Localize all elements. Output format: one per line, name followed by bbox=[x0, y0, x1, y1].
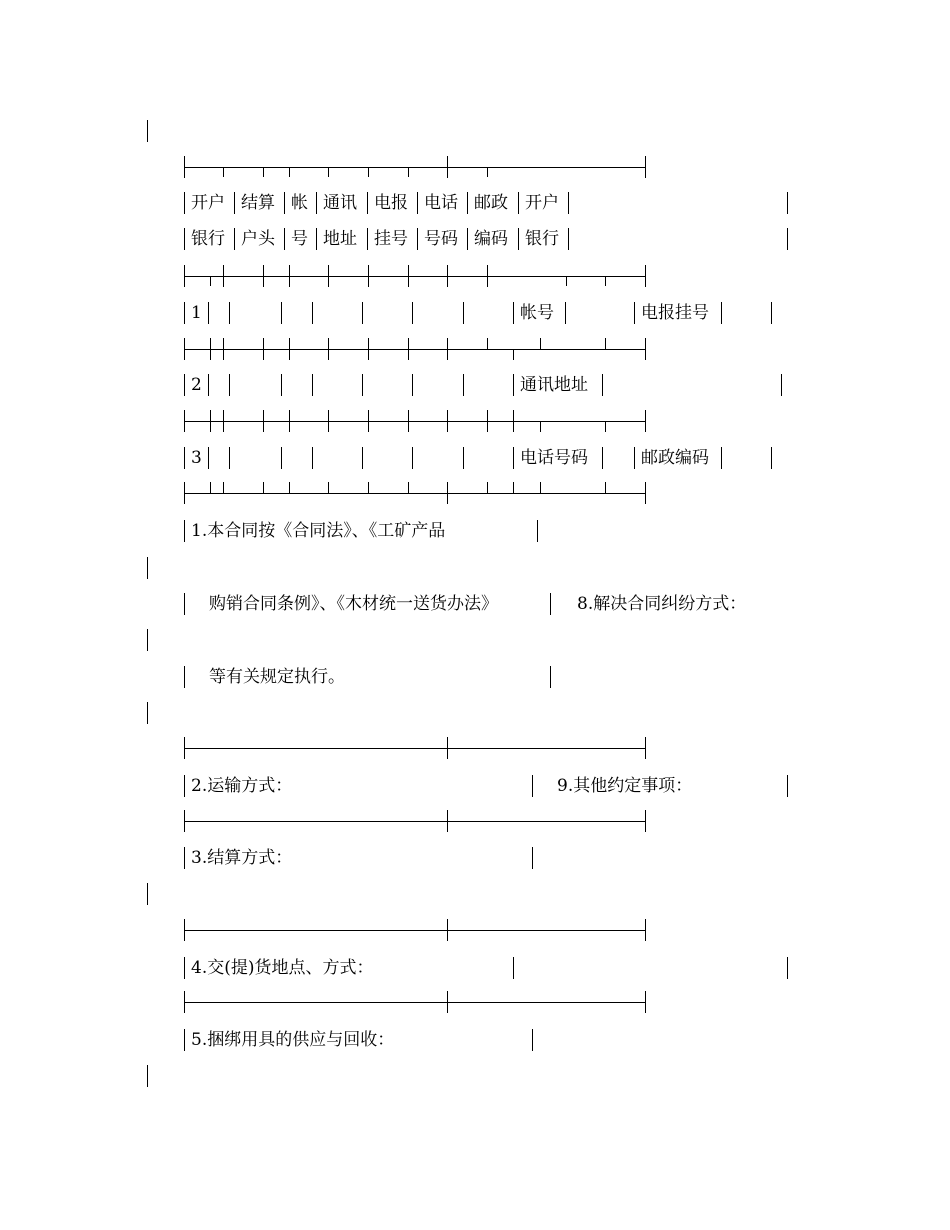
cell-border bbox=[467, 192, 468, 214]
rule-tick bbox=[487, 265, 488, 287]
cell-border bbox=[568, 228, 569, 250]
rule-tick bbox=[289, 265, 290, 287]
cell-border bbox=[721, 447, 722, 469]
cell-border bbox=[312, 447, 313, 469]
rule-tick bbox=[408, 265, 409, 287]
header-cell: 挂号 bbox=[374, 229, 408, 249]
cell-border bbox=[316, 192, 317, 214]
rule-tick bbox=[210, 482, 211, 493]
cell-border bbox=[532, 1029, 533, 1051]
header-cell: 地址 bbox=[323, 229, 357, 249]
header-cell: 邮政 bbox=[474, 193, 508, 213]
clause-1-line-1: 1.本合同按《合同法》、《工矿产品 bbox=[191, 521, 446, 541]
cell-border bbox=[234, 192, 235, 214]
table-rule bbox=[184, 349, 646, 350]
cell-border bbox=[513, 957, 514, 979]
rule-tick bbox=[487, 338, 488, 349]
cell-border bbox=[284, 192, 285, 214]
cell-border bbox=[513, 374, 514, 396]
rule-tick bbox=[368, 338, 369, 360]
rule-tick bbox=[645, 919, 646, 941]
rule-tick bbox=[408, 167, 409, 177]
rule-tick bbox=[447, 265, 448, 287]
cell-border bbox=[229, 374, 230, 396]
cell-border bbox=[568, 192, 569, 214]
rule-tick bbox=[605, 421, 606, 432]
table-rule bbox=[184, 1002, 646, 1003]
cell-border bbox=[184, 666, 185, 688]
cell-border bbox=[184, 228, 185, 250]
rule-tick bbox=[540, 421, 541, 432]
margin-bar bbox=[147, 1065, 148, 1087]
table-rule bbox=[184, 493, 646, 494]
table-rule bbox=[184, 276, 646, 277]
rule-tick bbox=[184, 482, 185, 504]
table-rule bbox=[184, 821, 646, 822]
rule-tick bbox=[210, 410, 211, 432]
cell-border bbox=[787, 775, 788, 797]
cell-border bbox=[316, 228, 317, 250]
cell-border bbox=[412, 447, 413, 469]
rule-tick bbox=[540, 338, 541, 349]
row-number: 2 bbox=[191, 375, 202, 395]
mailing-address-label: 通讯地址 bbox=[520, 375, 588, 395]
cell-border bbox=[787, 192, 788, 214]
row-number: 1 bbox=[191, 303, 202, 323]
rule-tick bbox=[487, 482, 488, 493]
rule-tick bbox=[645, 991, 646, 1013]
header-cell: 电话 bbox=[424, 193, 458, 213]
cell-border bbox=[634, 302, 635, 324]
margin-bar bbox=[147, 557, 148, 579]
rule-tick bbox=[447, 482, 448, 504]
rule-tick bbox=[447, 919, 448, 941]
rule-tick bbox=[328, 482, 329, 493]
cell-border bbox=[550, 593, 551, 615]
cell-border bbox=[771, 447, 772, 469]
cell-border bbox=[312, 302, 313, 324]
cell-border bbox=[721, 302, 722, 324]
margin-bar bbox=[147, 629, 148, 651]
cell-border bbox=[184, 302, 185, 324]
cell-border bbox=[532, 775, 533, 797]
cell-border bbox=[602, 374, 603, 396]
cell-border bbox=[184, 593, 185, 615]
margin-bar bbox=[147, 120, 148, 142]
cell-border bbox=[362, 302, 363, 324]
clause-8: 8.解决合同纠纷方式： bbox=[577, 594, 747, 614]
cell-border bbox=[184, 447, 185, 469]
rule-tick bbox=[408, 482, 409, 493]
clause-5: 5.捆绑用具的供应与回收： bbox=[191, 1030, 395, 1050]
cell-border bbox=[281, 447, 282, 469]
rule-tick bbox=[513, 482, 514, 493]
rule-tick bbox=[605, 338, 606, 349]
cell-border bbox=[550, 666, 551, 688]
rule-tick bbox=[263, 482, 264, 493]
rule-tick bbox=[210, 276, 211, 286]
cell-border bbox=[184, 1029, 185, 1051]
cell-border bbox=[412, 302, 413, 324]
header-cell: 电报 bbox=[374, 193, 408, 213]
rule-tick bbox=[540, 482, 541, 493]
cell-border bbox=[513, 302, 514, 324]
header-cell: 开户 bbox=[525, 193, 559, 213]
rule-tick bbox=[645, 410, 646, 432]
clause-1-line-3: 等有关规定执行。 bbox=[209, 667, 345, 687]
rule-tick bbox=[447, 156, 448, 178]
cell-border bbox=[463, 447, 464, 469]
rule-tick bbox=[645, 737, 646, 759]
rule-tick bbox=[513, 410, 514, 432]
rule-tick bbox=[289, 167, 290, 177]
cell-border bbox=[537, 520, 538, 542]
cell-border bbox=[513, 447, 514, 469]
cell-border bbox=[417, 192, 418, 214]
rule-tick bbox=[184, 810, 185, 832]
cell-border bbox=[532, 847, 533, 869]
rule-tick bbox=[223, 338, 224, 360]
cell-border bbox=[781, 374, 782, 396]
cell-border bbox=[565, 302, 566, 324]
cell-border bbox=[184, 192, 185, 214]
header-cell: 银行 bbox=[191, 229, 225, 249]
cell-border bbox=[417, 228, 418, 250]
clause-3: 3.结算方式： bbox=[191, 848, 293, 868]
row-number: 3 bbox=[191, 448, 202, 468]
rule-tick bbox=[223, 410, 224, 432]
header-cell: 号 bbox=[291, 229, 308, 249]
cell-border bbox=[184, 374, 185, 396]
table-rule bbox=[184, 167, 646, 168]
rule-tick bbox=[408, 410, 409, 432]
rule-tick bbox=[184, 156, 185, 178]
rule-tick bbox=[263, 338, 264, 360]
rule-tick bbox=[289, 410, 290, 432]
account-number-label: 帐号 bbox=[520, 303, 554, 323]
rule-tick bbox=[263, 265, 264, 287]
header-cell: 通讯 bbox=[323, 193, 357, 213]
rule-tick bbox=[289, 482, 290, 493]
cell-border bbox=[184, 957, 185, 979]
cell-border bbox=[281, 302, 282, 324]
rule-tick bbox=[605, 482, 606, 493]
cell-border bbox=[312, 374, 313, 396]
rule-tick bbox=[645, 810, 646, 832]
rule-tick bbox=[645, 265, 646, 287]
table-rule bbox=[184, 421, 646, 422]
cell-border bbox=[463, 302, 464, 324]
cell-border bbox=[234, 228, 235, 250]
rule-tick bbox=[368, 265, 369, 287]
postal-code-label: 邮政编码 bbox=[641, 448, 709, 468]
rule-tick bbox=[645, 156, 646, 178]
cell-border bbox=[518, 192, 519, 214]
cell-border bbox=[184, 847, 185, 869]
rule-tick bbox=[368, 167, 369, 177]
telegraph-code-label: 电报挂号 bbox=[641, 303, 709, 323]
header-cell: 银行 bbox=[525, 229, 559, 249]
rule-tick bbox=[645, 482, 646, 504]
table-rule bbox=[184, 748, 646, 749]
rule-tick bbox=[447, 810, 448, 832]
rule-tick bbox=[223, 167, 224, 177]
cell-border bbox=[208, 374, 209, 396]
cell-border bbox=[367, 192, 368, 214]
rule-tick bbox=[184, 338, 185, 360]
header-cell: 号码 bbox=[424, 229, 458, 249]
cell-border bbox=[463, 374, 464, 396]
rule-tick bbox=[447, 737, 448, 759]
header-cell: 结算 bbox=[241, 193, 275, 213]
rule-tick bbox=[210, 338, 211, 360]
cell-border bbox=[467, 228, 468, 250]
rule-tick bbox=[184, 410, 185, 432]
rule-tick bbox=[263, 167, 264, 177]
rule-tick bbox=[328, 338, 329, 360]
cell-border bbox=[184, 520, 185, 542]
cell-border bbox=[634, 447, 635, 469]
rule-tick bbox=[263, 410, 264, 432]
cell-border bbox=[229, 302, 230, 324]
cell-border bbox=[412, 374, 413, 396]
clause-2: 2.运输方式： bbox=[191, 776, 293, 796]
rule-tick bbox=[645, 338, 646, 360]
clause-4: 4.交(提)货地点、方式： bbox=[191, 958, 374, 978]
rule-tick bbox=[368, 482, 369, 493]
cell-border bbox=[208, 447, 209, 469]
rule-tick bbox=[605, 276, 606, 286]
cell-border bbox=[229, 447, 230, 469]
rule-tick bbox=[566, 276, 567, 286]
phone-number-label: 电话号码 bbox=[520, 448, 588, 468]
table-rule bbox=[184, 930, 646, 931]
cell-border bbox=[787, 957, 788, 979]
rule-tick bbox=[328, 167, 329, 177]
margin-bar bbox=[147, 702, 148, 724]
rule-tick bbox=[184, 265, 185, 287]
rule-tick bbox=[447, 410, 448, 432]
rule-tick bbox=[513, 349, 514, 360]
header-cell: 帐 bbox=[291, 193, 308, 213]
rule-tick bbox=[184, 991, 185, 1013]
cell-border bbox=[771, 302, 772, 324]
rule-tick bbox=[328, 265, 329, 287]
rule-tick bbox=[328, 410, 329, 432]
cell-border bbox=[362, 374, 363, 396]
rule-tick bbox=[184, 737, 185, 759]
header-cell: 户头 bbox=[241, 229, 275, 249]
cell-border bbox=[184, 775, 185, 797]
rule-tick bbox=[184, 919, 185, 941]
rule-tick bbox=[223, 482, 224, 493]
clause-1-line-2: 购销合同条例》、《木材统一送货办法》 bbox=[209, 594, 498, 614]
rule-tick bbox=[368, 410, 369, 432]
rule-tick bbox=[447, 991, 448, 1013]
rule-tick bbox=[289, 338, 290, 360]
cell-border bbox=[602, 447, 603, 469]
rule-tick bbox=[447, 338, 448, 360]
cell-border bbox=[367, 228, 368, 250]
margin-bar bbox=[147, 883, 148, 905]
cell-border bbox=[208, 302, 209, 324]
cell-border bbox=[518, 228, 519, 250]
header-cell: 开户 bbox=[191, 193, 225, 213]
rule-tick bbox=[487, 410, 488, 432]
rule-tick bbox=[223, 265, 224, 287]
cell-border bbox=[284, 228, 285, 250]
cell-border bbox=[362, 447, 363, 469]
cell-border bbox=[281, 374, 282, 396]
cell-border bbox=[787, 228, 788, 250]
rule-tick bbox=[408, 338, 409, 360]
clause-9: 9.其他约定事项： bbox=[557, 776, 693, 796]
rule-tick bbox=[487, 167, 488, 177]
header-cell: 编码 bbox=[474, 229, 508, 249]
